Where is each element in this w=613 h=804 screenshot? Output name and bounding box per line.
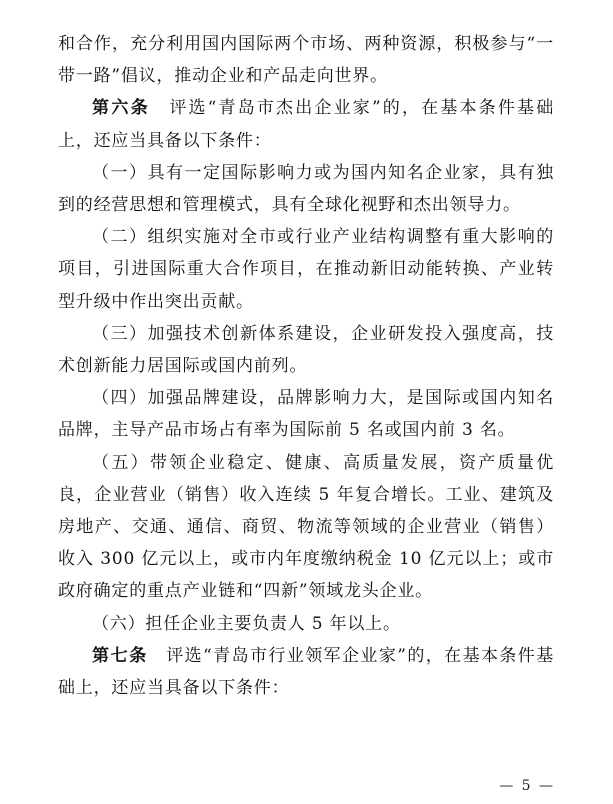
paragraph-text: （六）担任企业主要负责人 5 年以上。 xyxy=(92,613,401,634)
condition-item-6 xyxy=(58,608,554,640)
condition-item-4 xyxy=(58,382,554,446)
condition-item-5 xyxy=(58,447,554,608)
paragraph-text: （三）加强技术创新体系建设，企业研发投入强度高，技术创新能力居国际或国内前列。 xyxy=(58,323,554,377)
article-heading: 第七条 xyxy=(92,645,148,666)
condition-item-2 xyxy=(58,221,554,318)
paragraph-text: （四）加强品牌建设，品牌影响力大，是国际或国内知名品牌，主导产品市场占有率为国际前 5 名或国内前 3 名。 xyxy=(58,388,554,441)
paragraph-continuation xyxy=(58,28,554,92)
article-seven xyxy=(58,640,554,704)
paragraph-text: 评选“青岛市行业领军企业家”的，在基本条件基础上，还应当具备以下条件： xyxy=(58,645,555,699)
paragraph-text: 评选“青岛市杰出企业家”的，在基本条件基础上，还应当具备以下条件： xyxy=(58,98,555,151)
paragraph-text: （一）具有一定国际影响力或为国内知名企业家，具有独到的经营思想和管理模式，具有全球化视野和杰出领导力。 xyxy=(58,162,554,216)
article-heading: 第六条 xyxy=(92,98,151,119)
paragraph-text: （五）带领企业稳定、健康、高质量发展，资产质量优良，企业营业（销售）收入连续 5 年复合增长。工业、建筑及房地产、交通、通信、商贸、物流等领域的企业营业（销售）收入 300 亿元以上，或市内年度缴纳税金 10 亿元以上；或市政府确定的重点产业链和“四新”领域龙头企业。 xyxy=(58,452,554,602)
condition-item-1 xyxy=(58,157,554,221)
page-number: — 5 — xyxy=(499,778,555,794)
document-page xyxy=(58,28,554,704)
paragraph-text: 和合作，充分利用国内国际两个市场、两种资源，积极参与“一带一路”倡议，推动企业和产品走向世界。 xyxy=(58,34,554,87)
article-six xyxy=(58,92,554,156)
condition-item-3 xyxy=(58,318,554,382)
paragraph-text: （二）组织实施对全市或行业产业结构调整有重大影响的项目，引进国际重大合作项目，在推动新旧动能转换、产业转型升级中作出突出贡献。 xyxy=(58,227,554,312)
